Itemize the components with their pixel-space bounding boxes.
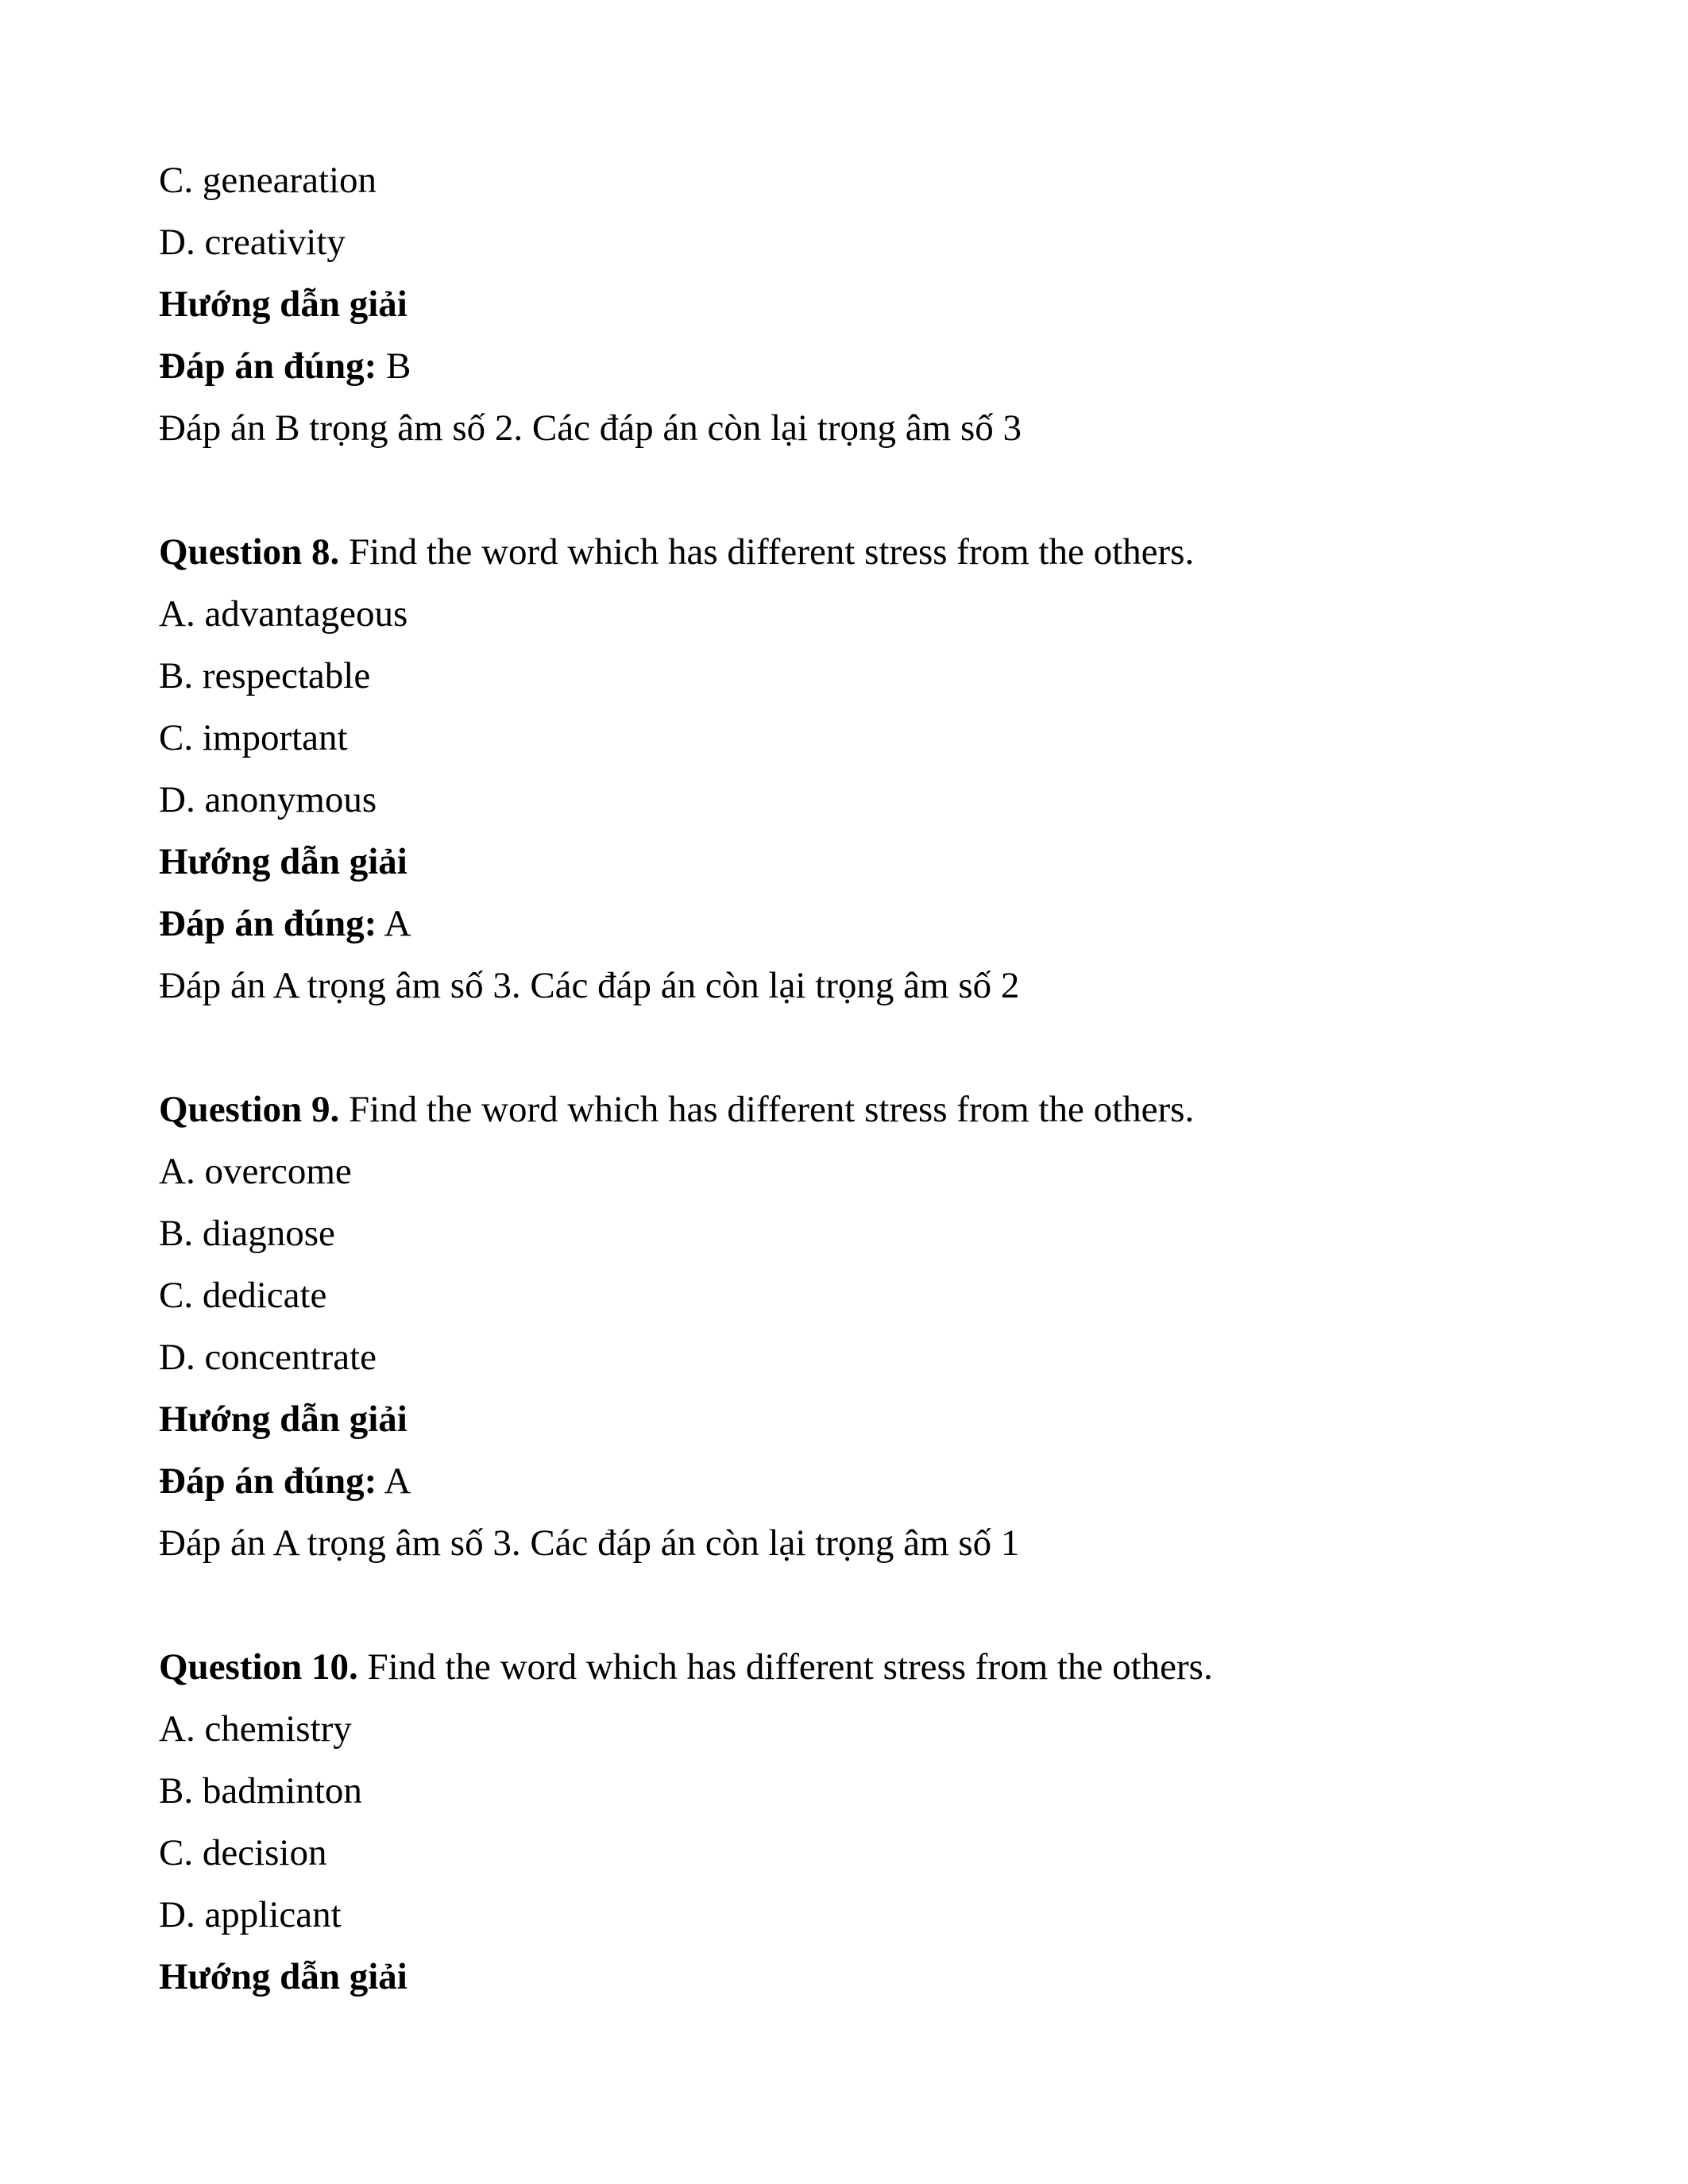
guide-heading (159, 1946, 1593, 2008)
option-text: C. important (159, 717, 348, 758)
question-number: Question 9. (159, 1089, 340, 1130)
question-prompt: Find the word which has different stress from the others. (348, 1089, 1195, 1130)
option-line-c (159, 1822, 1593, 1884)
option-text: C. dedicate (159, 1275, 327, 1316)
option-line-a (159, 1140, 1593, 1202)
option-line-d (159, 769, 1593, 831)
option-text: A. overcome (159, 1151, 352, 1192)
option-line-a (159, 1698, 1593, 1760)
answer-value: A (384, 1461, 411, 1502)
answer-value: A (384, 903, 411, 944)
explanation-text: Đáp án B trọng âm số 2. Các đáp án còn lại trọng âm số 3 (159, 407, 1022, 449)
option-line-b (159, 1202, 1593, 1264)
option-line-a (159, 583, 1593, 645)
option-text: D. applicant (159, 1894, 342, 1935)
guide-heading (159, 1388, 1593, 1450)
option-line-d (159, 211, 1593, 273)
option-line-c (159, 1264, 1593, 1326)
answer-value: B (386, 345, 411, 387)
question-prompt: Find the word which has different stress from the others. (348, 531, 1195, 573)
option-line-c (159, 707, 1593, 769)
option-text: B. badminton (159, 1770, 362, 1812)
guide-heading (159, 831, 1593, 893)
option-line-d (159, 1884, 1593, 1946)
question-10-block (159, 1636, 1593, 2008)
option-text: A. chemistry (159, 1708, 352, 1750)
option-text: B. respectable (159, 655, 371, 696)
question-number: Question 8. (159, 531, 340, 573)
option-line-c (159, 149, 1593, 211)
guide-heading-text: Hướng dẫn giải (159, 284, 408, 325)
question-7-tail-block (159, 149, 1593, 459)
option-text: A. advantageous (159, 593, 408, 635)
answer-line (159, 335, 1593, 397)
option-line-d (159, 1326, 1593, 1388)
question-number: Question 10. (159, 1646, 358, 1688)
option-text: C. decision (159, 1832, 327, 1873)
explanation-text: Đáp án A trọng âm số 3. Các đáp án còn lại trọng âm số 2 (159, 965, 1020, 1006)
question-heading (159, 1636, 1593, 1698)
question-8-block (159, 521, 1593, 1017)
option-text: B. diagnose (159, 1213, 335, 1254)
guide-heading-text: Hướng dẫn giải (159, 1956, 408, 1997)
guide-heading-text: Hướng dẫn giải (159, 1399, 408, 1440)
explanation-line (159, 955, 1593, 1017)
option-line-b (159, 645, 1593, 707)
answer-line (159, 1450, 1593, 1512)
guide-heading-text: Hướng dẫn giải (159, 841, 408, 882)
answer-line (159, 893, 1593, 955)
explanation-text: Đáp án A trọng âm số 3. Các đáp án còn lại trọng âm số 1 (159, 1522, 1020, 1564)
option-line-b (159, 1760, 1593, 1822)
answer-label: Đáp án đúng: (159, 903, 377, 944)
explanation-line (159, 397, 1593, 459)
answer-label: Đáp án đúng: (159, 345, 377, 387)
option-text: D. anonymous (159, 779, 377, 820)
explanation-line (159, 1512, 1593, 1574)
guide-heading (159, 273, 1593, 335)
option-text: D. creativity (159, 222, 346, 263)
question-heading (159, 1078, 1593, 1140)
option-text: D. concentrate (159, 1337, 377, 1378)
question-heading (159, 521, 1593, 583)
question-prompt: Find the word which has different stress from the others. (367, 1646, 1213, 1688)
answer-label: Đáp án đúng: (159, 1461, 377, 1502)
option-text: C. genearation (159, 160, 377, 201)
question-9-block (159, 1078, 1593, 1574)
